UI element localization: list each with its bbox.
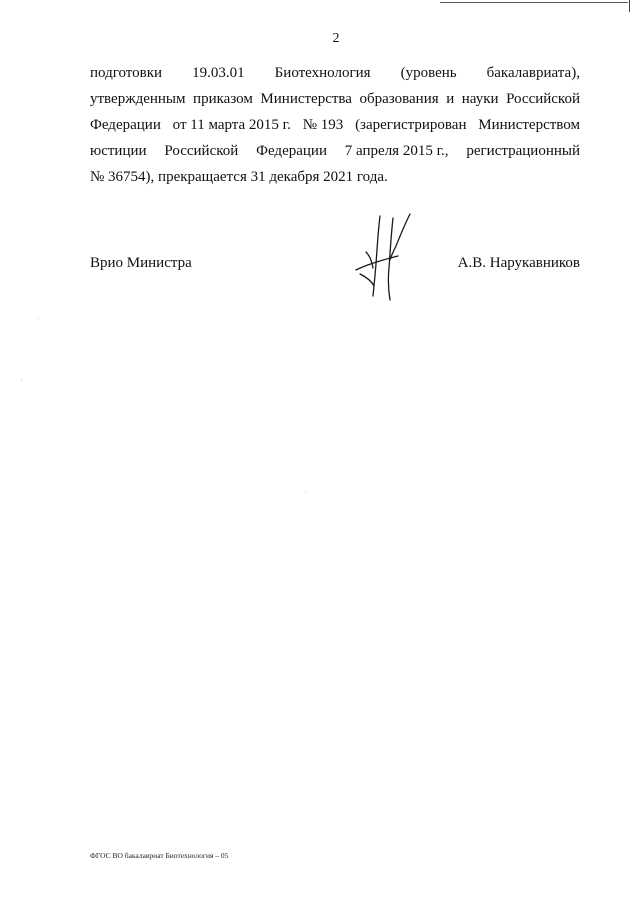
word: от 11 марта 2015 г. [172, 117, 291, 133]
paragraph-line [90, 112, 580, 138]
word: № 193 [302, 117, 344, 133]
word: утвержденным [90, 91, 186, 107]
word: Министерства [260, 91, 352, 107]
paragraph-line [90, 164, 580, 190]
word: науки [461, 91, 499, 107]
word: Федерации [90, 117, 161, 133]
scan-corner-mark [629, 0, 630, 12]
signer-name: А.В. Нарукавников [457, 255, 580, 271]
scan-edge-line [440, 2, 628, 3]
word: образования [359, 91, 439, 107]
word: Российской [164, 143, 239, 159]
word: регистрационный [466, 143, 580, 159]
word: юстиции [90, 143, 147, 159]
word: и [446, 91, 455, 107]
word: бакалавриата), [486, 65, 580, 81]
page-number: 2 [332, 31, 340, 46]
word: Министерством [478, 117, 580, 133]
word: Биотехнология [274, 65, 371, 81]
word: (зарегистрирован [355, 117, 467, 133]
handwritten-signature [346, 212, 416, 304]
paragraph-line [90, 60, 580, 86]
scan-speck [38, 318, 39, 319]
word: Федерации [256, 143, 327, 159]
paragraph-line [90, 86, 580, 112]
word: Российской [506, 91, 580, 107]
word: приказом [193, 91, 253, 107]
word: 7 апреля 2015 г., [344, 143, 449, 159]
body-paragraph [90, 60, 580, 190]
word: подготовки [90, 65, 163, 81]
footer-note: ФГОС ВО бакалавриат Биотехнология – 05 [90, 851, 229, 860]
word: № 36754), прекращается 31 декабря 2021 года. [90, 169, 388, 185]
signer-title: Врио Министра [90, 255, 192, 271]
scan-speck [21, 379, 22, 380]
paragraph-line [90, 138, 580, 164]
scan-speck [305, 491, 306, 492]
word: 19.03.01 [192, 65, 245, 81]
word: (уровень [400, 65, 457, 81]
